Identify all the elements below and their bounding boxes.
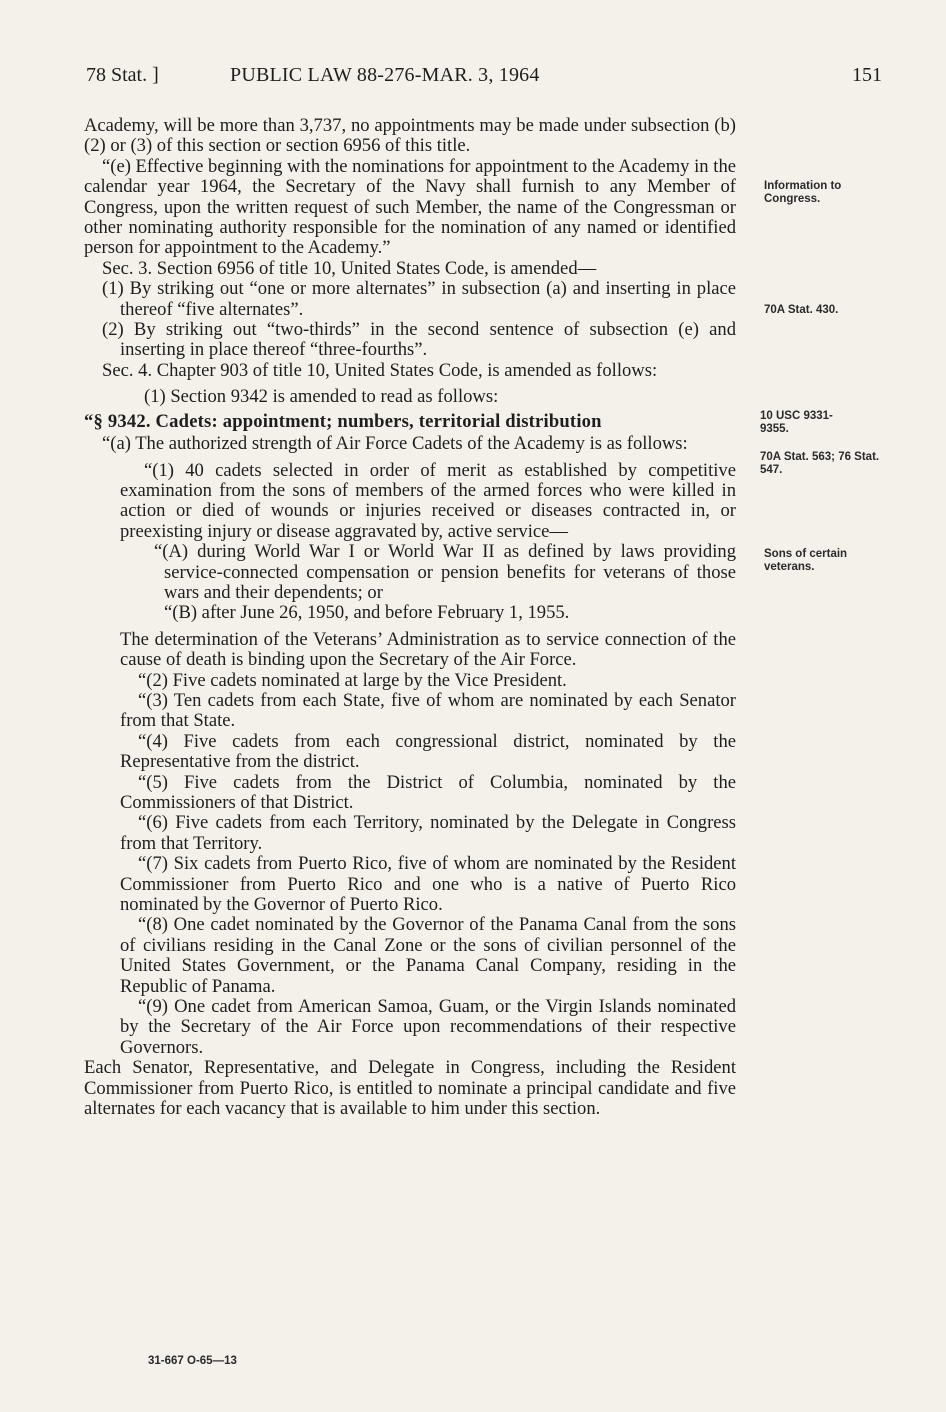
paragraph: Each Senator, Representative, and Delegate in Congress, including the Resident Commissioner from Puerto Rico, is entitled to nominate a principal candidate and five alternates for each vacancy that is available to him under this section. xyxy=(84,1057,736,1120)
paragraph: “(2) Five cadets nominated at large by the Vice President. xyxy=(138,669,567,691)
paragraph-section-4: Sec. 4. Chapter 903 of title 10, United States Code, is amended as follows: xyxy=(102,359,658,381)
paragraph: “(A) during World War I or World War II as defined by laws providing service-connected compensation or pension benefits for veterans of those wars and their dependents; or xyxy=(154,541,736,603)
header-statute-ref: 78 Stat. ] xyxy=(86,64,159,86)
paragraph: “(5) Five cadets from the District of Columbia, nominated by the Commissioners of that District. xyxy=(120,771,736,813)
margin-note-10-usc: 10 USC 9331-9355. xyxy=(760,410,833,435)
paragraph: “(a) The authorized strength of Air Force Cadets of the Academy is as follows: xyxy=(102,433,688,455)
margin-note-sons-veterans: Sons of certain veterans. xyxy=(764,548,848,573)
body-text xyxy=(84,116,736,1120)
paragraph: “(4) Five cadets from each congressional district, nominated by the Representative from the district. xyxy=(120,730,736,773)
header-title: PUBLIC LAW 88-276-MAR. 3, 1964 xyxy=(230,64,540,86)
footer-print-code: 31-667 O-65—13 xyxy=(148,1355,237,1367)
paragraph: “(7) Six cadets from Puerto Rico, five of whom are nominated by the Resident Commissioner from Puerto Rico and one who is a native of Puerto Rico nominated by the Governor of Puerto Rico. xyxy=(120,853,736,916)
margin-note-information: Information to Congress. xyxy=(764,180,842,205)
paragraph: “(B) after June 26, 1950, and before February 1, 1955. xyxy=(164,602,570,624)
paragraph: Academy, will be more than 3,737, no appointments may be made under subsection (b) (2) or (3) of this section or section 6956 of this title. xyxy=(84,115,736,157)
paragraph: The determination of the Veterans’ Administration as to service connection of the cause of death is binding upon the Secretary of the Air Force. xyxy=(120,628,736,671)
margin-note-70a-563: 70A Stat. 563; 76 Stat. 547. xyxy=(760,451,880,476)
paragraph: “(e) Effective beginning with the nominations for appointment to the Academy in the calendar year 1964, the Secretary of the Navy shall furnish to any Member of Congress, upon the written request of such Member, the name of the Congressman or other nominating authority responsible for the nomination of any named or identified person for appointment to the Academy.” xyxy=(84,155,736,259)
paragraph: “(9) One cadet from American Samoa, Guam, or the Virgin Islands nominated by the Secretary of the Air Force upon recommendations of their respective Governors. xyxy=(120,996,736,1058)
paragraph: (1) By striking out “one or more alternates” in subsection (a) and inserting in place thereof “five alternates”. xyxy=(102,278,736,320)
paragraph: “(8) One cadet nominated by the Governor of the Panama Canal from the sons of civilians residing in the Canal Zone or the sons of civilian personnel of the United States Government, or the Panama Canal Company, residing in the Republic of Panama. xyxy=(120,914,736,997)
paragraph: “(1) 40 cadets selected in order of merit as established by competitive examination from the sons of members of the armed forces who were killed in action or died of wounds or injuries received or diseases contracted in, or preexisting injury or disease aggravated by, active service— xyxy=(120,459,736,542)
section-heading: “§ 9342. Cadets: appointment; numbers, territorial distribution xyxy=(84,410,602,432)
paragraph-section-3: Sec. 3. Section 6956 of title 10, United States Code, is amended— xyxy=(102,257,597,279)
margin-note-70a-430: 70A Stat. 430. xyxy=(764,304,839,316)
paragraph: “(6) Five cadets from each Territory, nominated by the Delegate in Congress from that Territory. xyxy=(120,812,736,854)
paragraph: (1) Section 9342 is amended to read as follows: xyxy=(144,386,499,408)
paragraph: “(3) Ten cadets from each State, five of whom are nominated by each Senator from that State. xyxy=(120,689,736,732)
page-number: 151 xyxy=(852,64,882,86)
paragraph: (2) By striking out “two-thirds” in the second sentence of subsection (e) and inserting in place thereof “three-fourths”. xyxy=(102,319,736,361)
